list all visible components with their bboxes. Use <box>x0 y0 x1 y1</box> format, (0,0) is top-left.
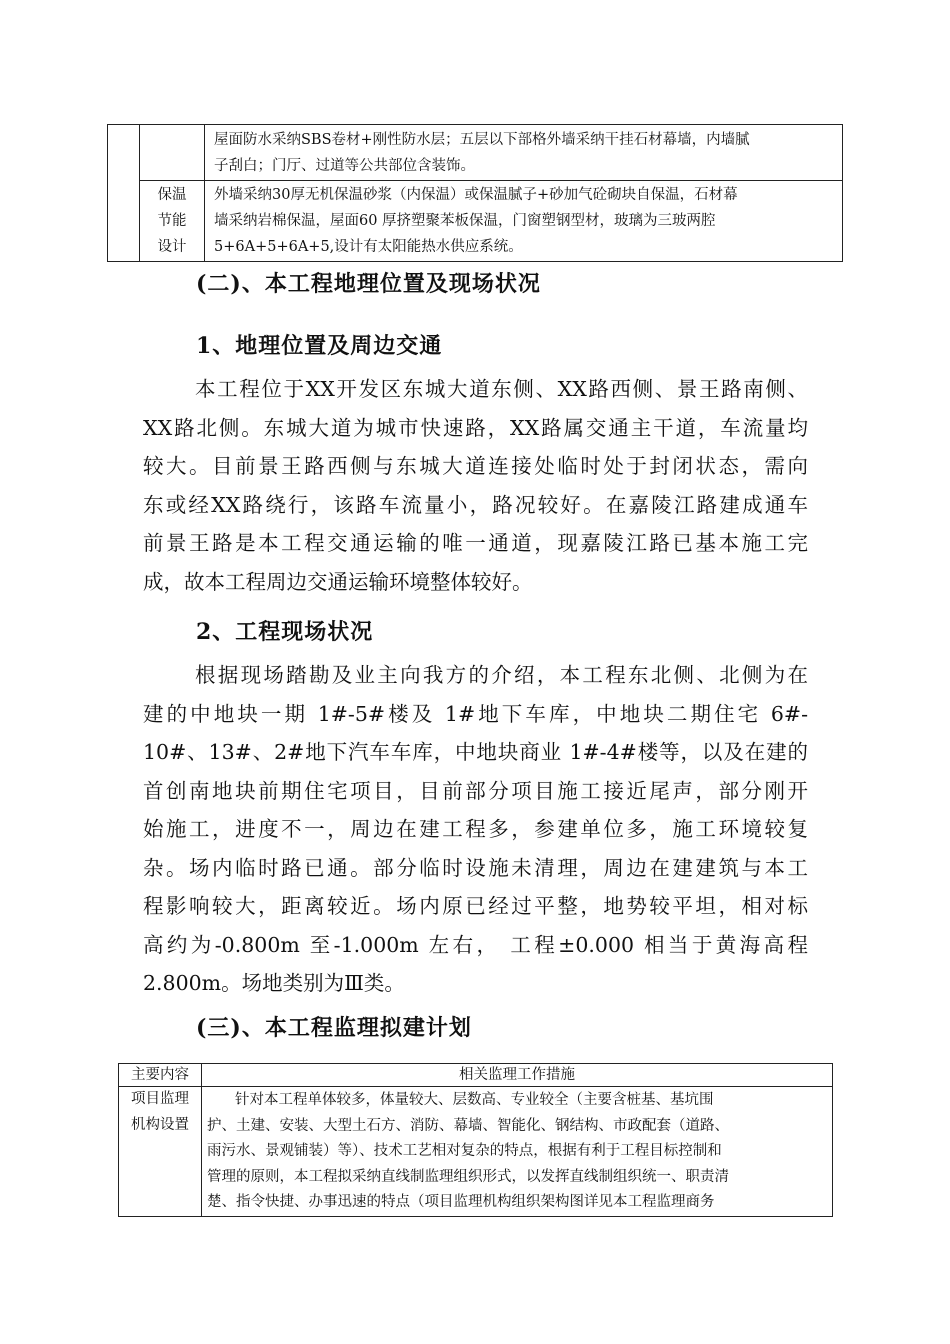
text-line: 较大。目前景王路西侧与东城大道连接处临时处于封闭状态，需向 <box>143 454 808 478</box>
table-header: 主要内容 <box>119 1064 202 1087</box>
text-line: 始施工，进度不一，周边在建工程多，参建单位多，施工环境较复 <box>143 817 808 841</box>
text-line: 本工程位于XX开发区东城大道东侧、XX路西侧、景王路南侧、 <box>195 377 808 401</box>
section-heading: (二)、本工程地理位置及现场状况 <box>196 271 541 297</box>
text-line: 杂。场内临时路已通。部分临时设施未清理，周边在建建筑与本工 <box>143 855 808 880</box>
text-line: 墙采纳岩棉保温，屋面60 厚挤塑聚苯板保温，门窗塑钢型材，玻璃为三玻两腔 <box>214 213 716 229</box>
table-cell-content <box>205 181 843 262</box>
text-line: 建的中地块一期 1#-5#楼及 1#地下车库，中地块二期住宅 6#- <box>143 701 808 726</box>
supervision-plan-table <box>118 1063 833 1217</box>
text-line: 雨污水、景观铺装）等）、技术工艺相对复杂的特点，根据有利于工程目标控制和 <box>207 1143 722 1159</box>
text-line: 成，故本工程周边交通运输环境整体较好。 <box>143 569 533 594</box>
text-line: 针对本工程单体较多，体量较大、层数高、专业较全（主要含桩基、基坑围 <box>235 1092 714 1108</box>
section-heading: (三)、本工程监理拟建计划 <box>196 1015 472 1041</box>
text-line: 子刮白；门厅、过道等公共部位含装饰。 <box>214 158 475 174</box>
key-line: 项目监理 <box>131 1091 189 1107</box>
text-line: 高约为-0.800m 至-1.000m 左右， 工程±0.000 相当于黄海高程 <box>143 932 808 957</box>
label-line: 节能 <box>157 213 187 229</box>
text-line: 2.800m。场地类别为Ⅲ类。 <box>143 971 405 995</box>
label-line: 设计 <box>157 239 187 255</box>
table-cell-label <box>140 125 205 181</box>
subsection-heading: 2、工程现场状况 <box>196 619 374 645</box>
table-row <box>108 125 843 181</box>
text-line: 程影响较大，距离较近。场内原已经过平整，地势较平坦，相对标 <box>143 894 808 918</box>
table-row <box>108 181 843 262</box>
text-line: 外墙采纳30厚无机保温砂浆（内保温）或保温腻子+砂加气砼砌块自保温，石材幕 <box>214 187 738 203</box>
table-cell-content <box>202 1087 833 1217</box>
table-cell-content <box>205 125 843 181</box>
paragraph <box>143 370 808 601</box>
table-cell-key <box>119 1087 202 1217</box>
text-line: 首创南地块前期住宅项目，目前部分项目施工接近尾声，部分刚开 <box>143 778 808 803</box>
table-cell-blank <box>108 125 140 262</box>
text-line: 东或经XX路绕行，该路车流量小，路况较好。在嘉陵江路建成通车 <box>143 492 808 517</box>
design-spec-table <box>107 124 843 262</box>
text-line: 管理的原则，本工程拟采纳直线制监理组织形式，以发挥直线制组织统一、职责清 <box>207 1168 729 1185</box>
text-line: 屋面防水采纳SBS卷材+刚性防水层；五层以下部格外墙采纳干挂石材幕墙，内墙腻 <box>214 132 750 148</box>
table-row <box>119 1087 833 1217</box>
table-cell-label <box>140 181 205 262</box>
table-header-row <box>119 1064 833 1087</box>
paragraph <box>143 656 808 1003</box>
text-line: 楚、指令快捷、办事迅速的特点（项目监理机构组织架构图详见本工程监理商务 <box>207 1194 715 1210</box>
subsection-heading: 1、地理位置及周边交通 <box>196 333 443 359</box>
text-line: 护、土建、安装、大型土石方、消防、幕墙、智能化、钢结构、市政配套（道路、 <box>207 1117 729 1134</box>
key-line: 机构设置 <box>131 1116 189 1133</box>
text-line: XX路北侧。东城大道为城市快速路，XX路属交通主干道，车流量均 <box>143 415 808 440</box>
text-line: 5+6A+5+6A+5,设计有太阳能热水供应系统。 <box>214 239 523 255</box>
text-line: 根据现场踏勘及业主向我方的介绍，本工程东北侧、北侧为在 <box>195 663 808 687</box>
table-header: 相关监理工作措施 <box>202 1064 833 1087</box>
text-line: 10#、13#、2#地下汽车车库，中地块商业 1#-4#楼等，以及在建的 <box>143 740 808 764</box>
label-line: 保温 <box>157 187 187 203</box>
text-line: 前景王路是本工程交通运输的唯一通道，现嘉陵江路已基本施工完 <box>143 531 808 555</box>
